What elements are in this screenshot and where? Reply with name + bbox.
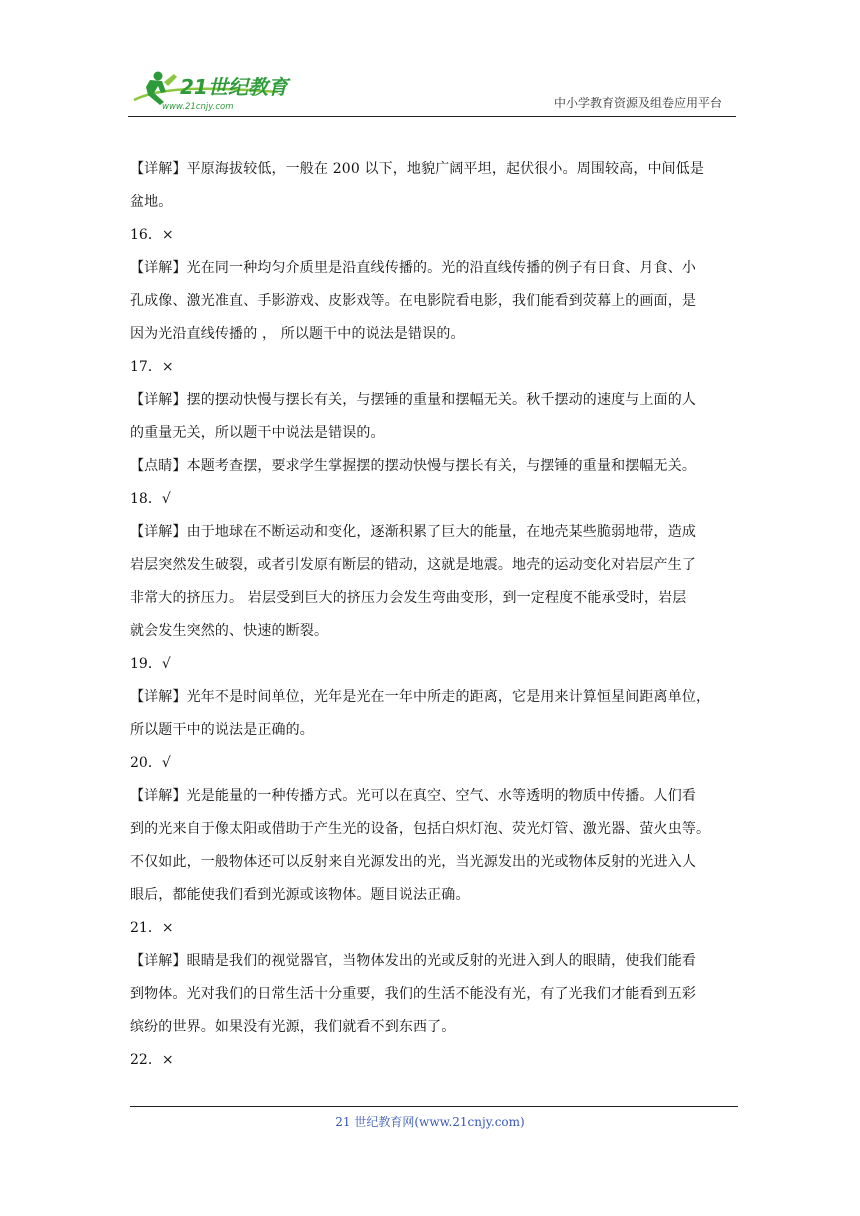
question-number: 19．√ [130,656,171,672]
text-line: 到的光来自于像太阳或借助于产生光的设备，包括白炽灯泡、荧光灯管、激光器、萤火虫等。 [130,821,711,837]
logo-url: www.21cnjy.com [162,102,234,112]
footer-rule [130,1106,738,1107]
text-line: 缤纷的世界。如果没有光源，我们就看不到东西了。 [130,1019,456,1035]
page-header [128,64,736,117]
text-line: 盆地。 [130,194,173,210]
platform-tagline: 中小学教育资源及组卷应用平台 [553,96,722,110]
question-number: 18．√ [130,491,171,507]
logo-text: 21世纪教育 [180,75,288,99]
text-line: 不仅如此，一般物体还可以反射来自光源发出的光，当光源发出的光或物体反射的光进入人 [130,854,696,870]
text-line: 【详解】摆的摆动快慢与摆长有关，与摆锤的重量和摆幅无关。秋千摆动的速度与上面的人 [130,392,696,408]
question-number: 21．× [130,920,174,936]
text-line: 眼后，都能使我们看到光源或该物体。题目说法正确。 [130,887,470,903]
text-line: 【点睛】本题考查摆，要求学生掌握摆的摆动快慢与摆长有关，与摆锤的重量和摆幅无关。 [130,458,696,474]
text-line: 【详解】光在同一种均匀介质里是沿直线传播的。光的沿直线传播的例子有日食、月食、小 [130,260,696,276]
page-footer: 21 世纪教育网(www.21cnjy.com) [335,1115,525,1129]
text-line: 【详解】光是能量的一种传播方式。光可以在真空、空气、水等透明的物质中传播。人们看 [130,788,696,804]
question-number: 16．× [130,227,174,243]
text-line: 【详解】光年不是时间单位，光年是光在一年中所走的距离，它是用来计算恒星间距离单位， [130,689,711,705]
text-line: 就会发生突然的、快速的断裂。 [130,623,329,639]
text-line: 因为光沿直线传播的 ， 所以题干中的说法是错误的。 [130,326,465,342]
text-line: 孔成像、激光准直、手影游戏、皮影戏等。在电影院看电影，我们能看到荧幕上的画面，是 [130,293,696,309]
site-logo [128,66,298,112]
text-line: 【详解】眼睛是我们的视觉器官，当物体发出的光或反射的光进入到人的眼睛，使我们能看 [130,953,696,969]
runner-icon [146,72,177,106]
text-line: 到物体。光对我们的日常生活十分重要，我们的生活不能没有光，有了光我们才能看到五彩 [130,986,696,1002]
text-line: 【详解】由于地球在不断运动和变化，逐渐积累了巨大的能量，在地壳某些脆弱地带，造成 [130,524,696,540]
question-number: 20．√ [130,755,171,771]
question-number: 22．× [130,1052,174,1068]
text-line: 的重量无关，所以题干中说法是错误的。 [130,425,385,441]
text-line: 所以题干中的说法是正确的。 [130,722,314,738]
answer-content [130,156,736,1080]
text-line: 【详解】平原海拔较低，一般在 200 以下，地貌广阔平坦，起伏很小。周围较高，中间低是 [130,161,705,177]
text-line: 非常大的挤压力。 岩层受到巨大的挤压力会发生弯曲变形，到一定程度不能承受时，岩层 [130,590,687,606]
question-number: 17．× [130,359,174,375]
line-gap [130,1074,736,1080]
text-line: 岩层突然发生破裂，或者引发原有断层的错动，这就是地震。地壳的运动变化对岩层产生了 [130,557,696,573]
